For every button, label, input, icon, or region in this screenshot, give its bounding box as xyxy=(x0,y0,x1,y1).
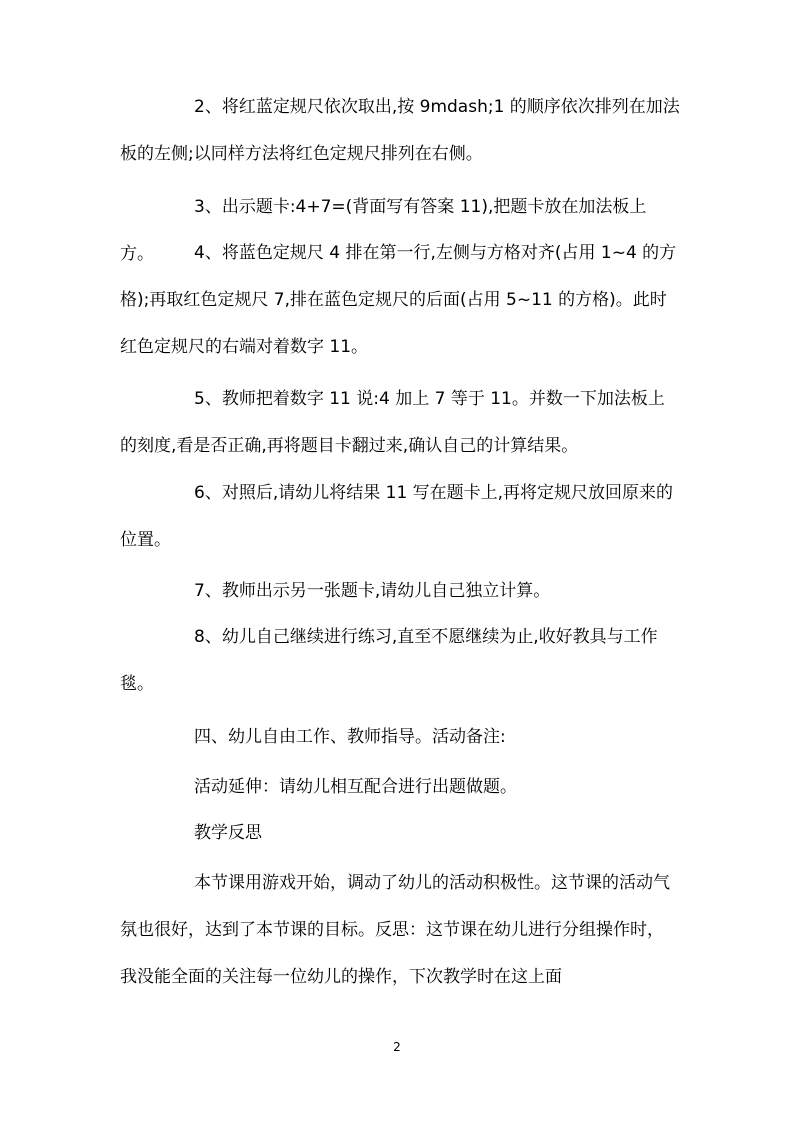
paragraph-reflection: 本节课用游戏开始，调动了幼儿的活动积极性。这节课的活动气氛也很好，达到了本节课的目标。反思：这节课在幼儿进行分组操作时，我没能全面的关注每一位幼儿的操作，下次教学时在这上面 xyxy=(120,873,670,987)
paragraph-step-3: 3、出示题卡:4+7=(背面写有答案 11),把题卡放在加法板上方。 xyxy=(120,197,647,264)
page-number: 2 xyxy=(393,1040,401,1054)
paragraph-step-4: 4、将蓝色定规尺 4 排在第一行,左侧与方格对齐(占用 1~4 的方格);再取红色定规尺 7,排在蓝色定规尺的后面(占用 5~11 的方格)。此时红色定规尺的右端对着数字 11。 xyxy=(120,243,677,357)
paragraph-step-7: 7、教师出示另一张题卡,请幼儿自己独立计算。 xyxy=(194,581,551,601)
paragraph-section-four: 四、幼儿自由工作、教师指导。活动备注: xyxy=(194,727,506,747)
paragraph-step-5: 5、教师把着数字 11 说:4 加上 7 等于 11。并数一下加法板上的刻度,看是否正确,再将题目卡翻过来,确认自己的计算结果。 xyxy=(120,389,665,456)
paragraph-activity-extension: 活动延伸：请幼儿相互配合进行出题做题。 xyxy=(194,777,517,797)
heading-teaching-reflection: 教学反思 xyxy=(194,823,262,843)
paragraph-step-8: 8、幼儿自己继续进行练习,直至不愿继续为止,收好教具与工作毯。 xyxy=(120,627,658,694)
paragraph-step-2: 2、将红蓝定规尺依次取出,按 9mdash;1 的顺序依次排列在加法板的左侧;以同样方法将红色定规尺排列在右侧。 xyxy=(120,97,680,164)
paragraph-step-6: 6、对照后,请幼儿将结果 11 写在题卡上,再将定规尺放回原来的位置。 xyxy=(120,483,674,550)
